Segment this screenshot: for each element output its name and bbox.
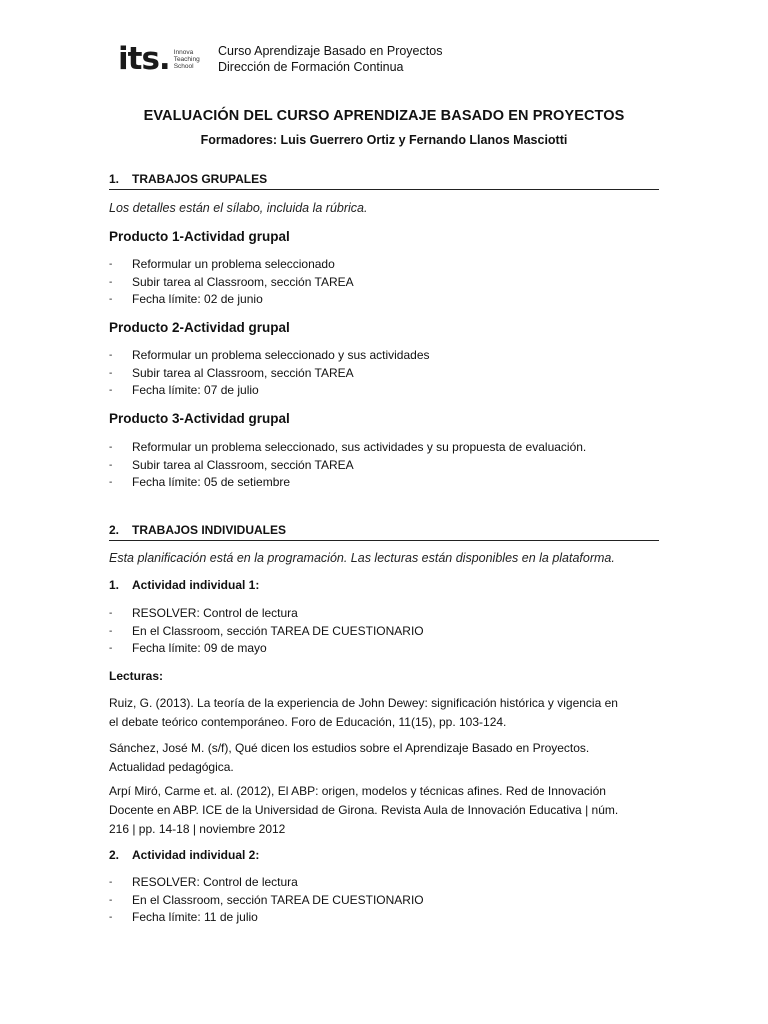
- header-course: Curso Aprendizaje Basado en Proyectos: [218, 44, 443, 58]
- product-heading: Producto 3-Actividad grupal: [109, 411, 290, 426]
- reference-line: Docente en ABP. ICE de la Universidad de Girona. Revista Aula de Innovación Educativa | núm.: [109, 803, 619, 817]
- product-heading: Producto 1-Actividad grupal: [109, 229, 290, 244]
- bullet-dash: -: [109, 259, 113, 270]
- list-item-text: RESOLVER: Control de lectura: [132, 606, 298, 620]
- bullet-dash: -: [109, 350, 113, 361]
- section-heading-group-work: [109, 172, 659, 190]
- header-department: Dirección de Formación Continua: [218, 60, 404, 74]
- logo-sub-line: Innova: [173, 48, 194, 56]
- section-heading-individual-work: [109, 523, 659, 541]
- list-item: [109, 874, 424, 892]
- section-number: 2.: [109, 523, 120, 537]
- bullet-dash: -: [109, 625, 113, 637]
- reference-line: Sánchez, José M. (s/f), Qué dicen los estudios sobre el Aprendizaje Basado en Proyectos.: [109, 741, 590, 755]
- list-item: [109, 274, 354, 292]
- list-item-text: Reformular un problema seleccionado: [132, 257, 335, 271]
- bullet-dash: -: [109, 459, 113, 471]
- activity-heading: [109, 848, 259, 862]
- product-list: [109, 439, 586, 492]
- list-item: [109, 347, 430, 365]
- bullet-dash: -: [109, 367, 113, 379]
- list-item-text: En el Classroom, sección TAREA DE CUESTIONARIO: [132, 892, 424, 907]
- list-item: [109, 605, 424, 623]
- activity-list: [109, 874, 424, 927]
- product-list: [109, 256, 354, 309]
- section-note: Esta planificación está en la programación. Las lecturas están disponibles en la plataforma.: [109, 551, 615, 565]
- product-list: [109, 347, 430, 400]
- list-item-text: Subir tarea al Classroom, sección TAREA: [132, 274, 354, 289]
- list-item: [109, 474, 586, 492]
- reference-line: Arpí Miró, Carme et. al. (2012), El ABP: origen, modelos y técnicas afines. Red de Innovación: [109, 784, 606, 798]
- list-item-text: Fecha límite: 02 de junio: [132, 292, 263, 306]
- bullet-dash: -: [109, 643, 113, 654]
- list-item-text: Fecha límite: 09 de mayo: [132, 641, 267, 655]
- document-title: EVALUACIÓN DEL CURSO APRENDIZAJE BASADO EN PROYECTOS: [143, 108, 625, 124]
- header-text: [218, 43, 442, 75]
- activity-title: Actividad individual 1:: [132, 578, 260, 592]
- activity-title: Actividad individual 2:: [132, 848, 260, 862]
- list-item: [109, 892, 424, 910]
- list-item-text: Reformular un problema seleccionado, sus actividades y su propuesta de evaluación.: [132, 440, 587, 454]
- list-item-text: Fecha límite: 07 de julio: [132, 383, 259, 397]
- bullet-dash: -: [109, 294, 113, 305]
- document-subtitle: Formadores: Luis Guerrero Ortiz y Fernando Llanos Masciotti: [200, 133, 568, 147]
- reading-reference: [109, 782, 669, 839]
- section-note: Los detalles están el sílabo, incluida la rúbrica.: [109, 201, 368, 215]
- bullet-dash: -: [109, 477, 113, 488]
- logo-mark: its.: [118, 41, 170, 77]
- logo-sub-line: Teaching: [173, 55, 200, 63]
- bullet-dash: -: [109, 877, 113, 888]
- list-item-text: RESOLVER: Control de lectura: [132, 875, 298, 889]
- list-item-text: Fecha límite: 11 de julio: [132, 910, 258, 924]
- section-title: TRABAJOS GRUPALES: [132, 172, 268, 186]
- section-title: TRABAJOS INDIVIDUALES: [132, 523, 287, 537]
- bullet-dash: -: [109, 912, 113, 923]
- list-item: [109, 439, 586, 457]
- list-item: [109, 457, 586, 475]
- list-item: [109, 365, 430, 383]
- bullet-dash: -: [109, 442, 113, 453]
- reference-line: el debate teórico contemporáneo. Foro de Educación, 11(15), pp. 103-124.: [109, 715, 507, 729]
- bullet-dash: -: [109, 608, 113, 619]
- list-item: [109, 382, 430, 400]
- list-item-text: Subir tarea al Classroom, sección TAREA: [132, 365, 354, 380]
- list-item: [109, 909, 424, 927]
- its-logo: [118, 41, 200, 77]
- reading-reference: [109, 739, 669, 777]
- reference-line: Ruiz, G. (2013). La teoría de la experiencia de John Dewey: significación histórica y vigencia en: [109, 696, 618, 710]
- reading-reference: [109, 694, 669, 732]
- logo-subtext: [174, 49, 200, 70]
- list-item-text: En el Classroom, sección TAREA DE CUESTIONARIO: [132, 623, 424, 638]
- reference-line: 216 | pp. 14-18 | noviembre 2012: [109, 822, 286, 836]
- list-item: [109, 640, 424, 658]
- list-item-text: Subir tarea al Classroom, sección TAREA: [132, 457, 354, 472]
- activity-list: [109, 605, 424, 658]
- activity-number: 1.: [109, 578, 120, 592]
- bullet-dash: -: [109, 894, 113, 906]
- logo-sub-line: School: [173, 62, 194, 70]
- list-item: [109, 256, 354, 274]
- product-heading: Producto 2-Actividad grupal: [109, 320, 290, 335]
- list-item: [109, 623, 424, 641]
- list-item-text: Fecha límite: 05 de setiembre: [132, 475, 291, 489]
- list-item: [109, 291, 354, 309]
- readings-label: Lecturas:: [109, 669, 164, 683]
- activity-number: 2.: [109, 848, 120, 862]
- activity-heading: [109, 578, 259, 592]
- bullet-dash: -: [109, 276, 113, 288]
- bullet-dash: -: [109, 385, 113, 396]
- reference-line: Actualidad pedagógica.: [109, 760, 234, 774]
- list-item-text: Reformular un problema seleccionado y sus actividades: [132, 348, 430, 362]
- section-number: 1.: [109, 172, 120, 186]
